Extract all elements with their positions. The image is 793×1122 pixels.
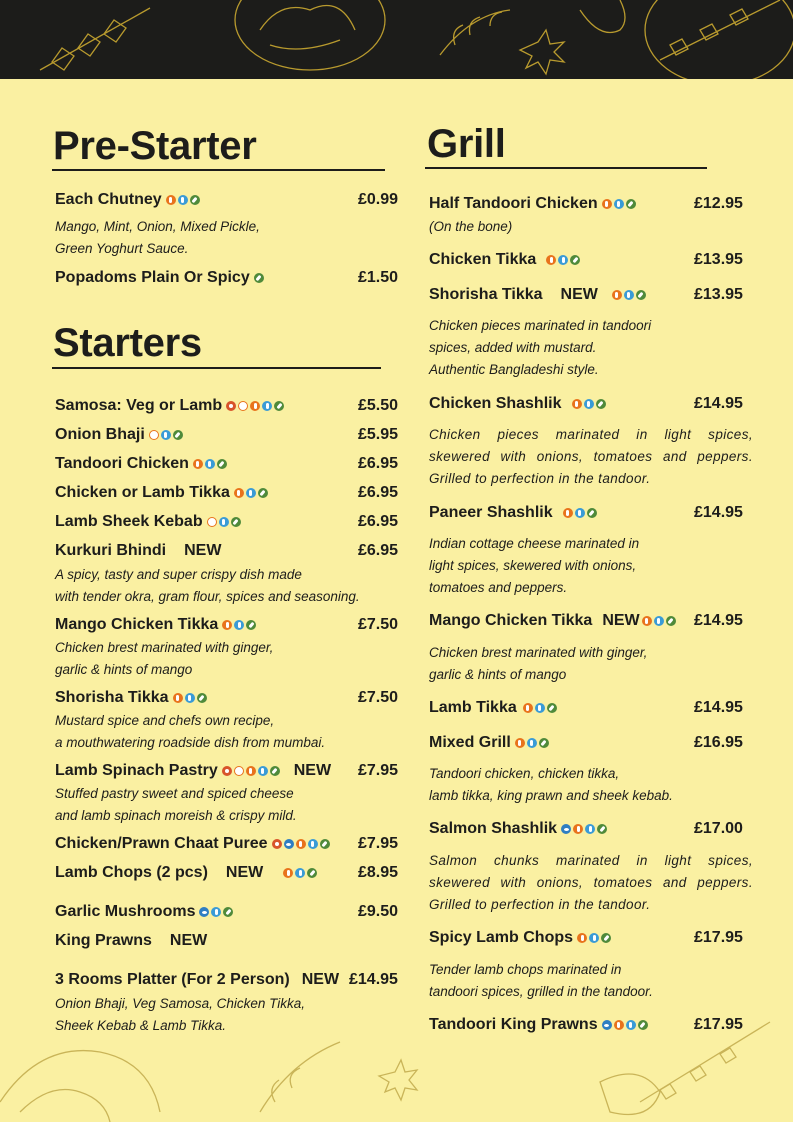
item-name: Lamb Chops (2 pcs)	[55, 864, 208, 881]
item-description: lamb tikka, king prawn and sheek kebab.	[429, 788, 673, 803]
menu-item	[55, 900, 233, 924]
milk-icon	[535, 703, 545, 713]
item-description: Chicken brest marinated with ginger,	[55, 640, 274, 655]
item-name: Mango Chicken Tikka	[429, 612, 593, 629]
item-description: Chicken brest marinated with ginger,	[429, 645, 648, 660]
item-name: Kurkuri Bhindi	[55, 542, 167, 559]
menu-item	[55, 539, 221, 563]
item-description: spices, added with mustard.	[429, 340, 597, 355]
chili-icon	[296, 839, 306, 849]
item-description: A spicy, tasty and super crispy dish made	[55, 567, 302, 582]
item-price: £17.00	[694, 820, 743, 837]
leaf-icon	[636, 290, 646, 300]
item-price: £6.95	[358, 513, 399, 530]
item-price: £14.95	[694, 504, 743, 521]
item-price: £6.95	[358, 455, 399, 472]
new-badge: NEW	[184, 542, 222, 559]
item-description: (On the bone)	[429, 219, 513, 234]
item-name: Lamb Sheek Kebab	[55, 513, 203, 530]
item-description: Green Yoghurt Sauce.	[55, 241, 189, 256]
leaf-icon	[173, 430, 183, 440]
item-description: Sheek Kebab & Lamb Tikka.	[55, 1018, 226, 1033]
section-divider	[425, 167, 707, 169]
milk-icon	[161, 430, 171, 440]
leaf-icon	[596, 399, 606, 409]
item-description: garlic & hints of mango	[429, 667, 567, 682]
menu-item	[55, 452, 227, 476]
item-description: tomatoes and peppers.	[429, 580, 568, 595]
allergen-icons	[642, 616, 676, 626]
leaf-icon	[626, 199, 636, 209]
item-description: Onion Bhaji, Veg Samosa, Chicken Tikka,	[55, 996, 306, 1011]
item-name: Onion Bhaji	[55, 426, 145, 443]
item-description: a mouthwatering roadside dish from mumbai.	[55, 735, 326, 750]
item-price: £0.99	[358, 191, 399, 208]
milk-icon	[205, 459, 215, 469]
leaf-icon	[197, 693, 207, 703]
allergen-icons	[166, 195, 200, 205]
item-name: Chicken Shashlik	[429, 395, 562, 412]
item-name: Spicy Lamb Chops	[429, 929, 574, 946]
fish-icon	[199, 907, 209, 917]
item-price: £5.95	[358, 426, 399, 443]
item-name: Mango Chicken Tikka	[55, 616, 219, 633]
food-sketch-illustration	[0, 0, 793, 79]
item-name: Garlic Mushrooms	[55, 903, 196, 920]
allergen-icons	[193, 459, 227, 469]
item-description: garlic & hints of mango	[55, 662, 193, 677]
menu-item	[429, 248, 580, 272]
egg-icon	[238, 401, 248, 411]
menu-item	[55, 759, 331, 783]
item-description: Mango, Mint, Onion, Mixed Pickle,	[55, 219, 260, 234]
egg-icon	[234, 766, 244, 776]
item-name: Chicken or Lamb Tikka	[55, 484, 230, 501]
milk-icon	[589, 933, 599, 943]
leaf-icon	[307, 868, 317, 878]
leaf-icon	[547, 703, 557, 713]
item-price: £6.95	[358, 542, 399, 559]
leaf-icon	[638, 1020, 648, 1030]
item-price: £14.95	[694, 395, 743, 412]
new-badge: NEW	[293, 762, 332, 779]
milk-icon	[624, 290, 634, 300]
chili-icon	[563, 508, 573, 518]
menu-item	[55, 481, 268, 505]
leaf-icon	[254, 273, 264, 283]
menu-item	[55, 832, 330, 856]
milk-icon	[585, 824, 595, 834]
menu-item	[429, 817, 607, 841]
allergen-icons	[207, 517, 241, 527]
chili-icon	[234, 488, 244, 498]
milk-icon	[234, 620, 244, 630]
item-price: £14.95	[694, 699, 743, 716]
item-price: £16.95	[694, 734, 743, 751]
allergen-icons	[612, 290, 646, 300]
leaf-icon	[666, 616, 676, 626]
allergen-icons	[283, 868, 317, 878]
egg-icon	[207, 517, 217, 527]
chili-icon	[602, 199, 612, 209]
chili-icon	[246, 766, 256, 776]
egg-icon	[149, 430, 159, 440]
item-name: Salmon Shashlik	[429, 820, 558, 837]
nut-icon	[226, 401, 236, 411]
allergen-icons	[234, 488, 268, 498]
chili-icon	[166, 195, 176, 205]
section-divider	[52, 169, 385, 171]
leaf-icon	[587, 508, 597, 518]
milk-icon	[246, 488, 256, 498]
item-price: £5.50	[358, 397, 399, 414]
item-description: light spices, skewered with onions,	[429, 558, 637, 573]
item-price: £7.95	[358, 762, 399, 779]
leaf-icon	[601, 933, 611, 943]
item-name: Tandoori King Prawns	[429, 1016, 598, 1033]
allergen-icons	[149, 430, 183, 440]
leaf-icon	[231, 517, 241, 527]
milk-icon	[575, 508, 585, 518]
item-description: Mustard spice and chefs own recipe,	[55, 713, 275, 728]
milk-icon	[178, 195, 188, 205]
item-name: Shorisha Tikka	[55, 689, 169, 706]
new-badge: NEW	[225, 864, 264, 881]
item-price: £8.95	[358, 864, 399, 881]
allergen-icons	[561, 824, 607, 834]
menu-item	[429, 926, 611, 950]
leaf-icon	[570, 255, 580, 265]
chili-icon	[523, 703, 533, 713]
leaf-icon	[270, 766, 280, 776]
menu-item	[55, 861, 317, 885]
item-name: Mixed Grill	[429, 734, 511, 751]
item-description: Authentic Bangladeshi style.	[429, 362, 599, 377]
nut-icon	[222, 766, 232, 776]
allergen-icons	[199, 907, 233, 917]
menu-item	[429, 696, 557, 720]
leaf-icon	[217, 459, 227, 469]
menu-item	[429, 609, 676, 633]
header-bar	[0, 0, 793, 79]
allergen-icons	[272, 839, 330, 849]
leaf-icon	[320, 839, 330, 849]
chili-icon	[614, 1020, 624, 1030]
allergen-icons	[254, 273, 264, 283]
menu-item	[429, 392, 606, 416]
item-price: £14.95	[349, 971, 398, 988]
new-badge: NEW	[169, 932, 208, 949]
allergen-icons	[222, 620, 256, 630]
fish-icon	[602, 1020, 612, 1030]
leaf-icon	[274, 401, 284, 411]
fish-icon	[561, 824, 571, 834]
menu-item	[429, 192, 636, 216]
milk-icon	[262, 401, 272, 411]
item-description: and lamb spinach moreish & crispy mild.	[55, 808, 297, 823]
allergen-icons	[602, 199, 636, 209]
milk-icon	[295, 868, 305, 878]
milk-icon	[654, 616, 664, 626]
item-description: Chicken pieces marinated in light spices, skewered with onions, tomatoes and peppers. Grilled to perfection in the tandoor.	[429, 427, 753, 486]
item-description: Salmon chunks marinated in light spices, skewered with onions, tomatoes and peppers. Grilled to perfection in the tandoor.	[429, 853, 753, 912]
menu-item	[55, 423, 183, 447]
item-description: Stuffed pastry sweet and spiced cheese	[55, 786, 294, 801]
item-name: Paneer Shashlik	[429, 504, 553, 521]
item-price: £9.50	[358, 903, 399, 920]
item-name: 3 Rooms Platter (For 2 Person)	[55, 971, 290, 988]
chili-icon	[577, 933, 587, 943]
item-price: £12.95	[694, 195, 743, 212]
item-name: Tandoori Chicken	[55, 455, 189, 472]
item-description: Tandoori chicken, chicken tikka,	[429, 766, 620, 781]
menu-item	[55, 266, 264, 290]
new-badge: NEW	[602, 612, 640, 629]
item-price: £7.50	[358, 689, 399, 706]
allergen-icons	[563, 508, 597, 518]
milk-icon	[527, 738, 537, 748]
section-title-pre-starter: Pre-Starter	[53, 124, 257, 168]
allergen-icons	[523, 703, 557, 713]
nut-icon	[272, 839, 282, 849]
allergen-icons	[577, 933, 611, 943]
item-price: £6.95	[358, 484, 399, 501]
item-name: Samosa: Veg or Lamb	[55, 397, 223, 414]
menu-item	[55, 613, 256, 637]
section-title-grill: Grill	[427, 122, 506, 166]
item-name: Lamb Tikka	[429, 699, 517, 716]
item-name: Chicken/Prawn Chaat Puree	[55, 835, 268, 852]
item-price: £13.95	[694, 251, 743, 268]
section-title-starters: Starters	[53, 321, 202, 365]
item-description: Tender lamb chops marinated in	[429, 962, 622, 977]
menu-item	[55, 686, 207, 710]
leaf-icon	[246, 620, 256, 630]
item-name: Lamb Spinach Pastry	[55, 762, 218, 779]
item-description: with tender okra, gram flour, spices and seasoning.	[55, 589, 360, 604]
leaf-icon	[190, 195, 200, 205]
milk-icon	[614, 199, 624, 209]
chili-icon	[612, 290, 622, 300]
chili-icon	[515, 738, 525, 748]
menu-item	[55, 929, 207, 953]
menu-item	[429, 731, 549, 755]
item-name: Chicken Tikka	[429, 251, 537, 268]
chili-icon	[546, 255, 556, 265]
chili-icon	[250, 401, 260, 411]
allergen-icons	[222, 766, 280, 776]
allergen-icons	[602, 1020, 648, 1030]
chili-icon	[572, 399, 582, 409]
item-name: Shorisha Tikka	[429, 286, 543, 303]
allergen-icons	[226, 401, 284, 411]
menu-item	[55, 968, 339, 992]
item-price: £1.50	[358, 269, 399, 286]
leaf-icon	[258, 488, 268, 498]
menu-item	[429, 283, 646, 307]
milk-icon	[258, 766, 268, 776]
item-description: Indian cottage cheese marinated in	[429, 536, 640, 551]
allergen-icons	[515, 738, 549, 748]
item-price: £17.95	[694, 1016, 743, 1033]
item-price: £13.95	[694, 286, 743, 303]
item-price: £7.50	[358, 616, 399, 633]
allergen-icons	[546, 255, 580, 265]
new-badge: NEW	[301, 971, 340, 988]
milk-icon	[211, 907, 221, 917]
milk-icon	[308, 839, 318, 849]
chili-icon	[193, 459, 203, 469]
item-description: tandoori spices, grilled in the tandoor.	[429, 984, 653, 999]
item-name: Popadoms Plain Or Spicy	[55, 269, 250, 286]
leaf-icon	[539, 738, 549, 748]
milk-icon	[626, 1020, 636, 1030]
milk-icon	[558, 255, 568, 265]
milk-icon	[219, 517, 229, 527]
item-name: Half Tandoori Chicken	[429, 195, 598, 212]
menu-item	[55, 394, 284, 418]
allergen-icons	[173, 693, 207, 703]
menu-item	[429, 1013, 648, 1037]
item-price: £14.95	[694, 612, 743, 629]
item-description: Chicken pieces marinated in tandoori	[429, 318, 652, 333]
chili-icon	[173, 693, 183, 703]
fish-icon	[284, 839, 294, 849]
milk-icon	[584, 399, 594, 409]
chili-icon	[573, 824, 583, 834]
item-price: £17.95	[694, 929, 743, 946]
chili-icon	[642, 616, 652, 626]
chili-icon	[222, 620, 232, 630]
new-badge: NEW	[560, 286, 598, 303]
menu-item	[429, 501, 597, 525]
milk-icon	[185, 693, 195, 703]
item-price: £7.95	[358, 835, 399, 852]
leaf-icon	[597, 824, 607, 834]
leaf-icon	[223, 907, 233, 917]
allergen-icons	[572, 399, 606, 409]
chili-icon	[283, 868, 293, 878]
item-name: Each Chutney	[55, 191, 162, 208]
item-name: King Prawns	[55, 932, 152, 949]
menu-item	[55, 510, 241, 534]
section-divider	[52, 367, 381, 369]
menu-item	[55, 188, 200, 212]
